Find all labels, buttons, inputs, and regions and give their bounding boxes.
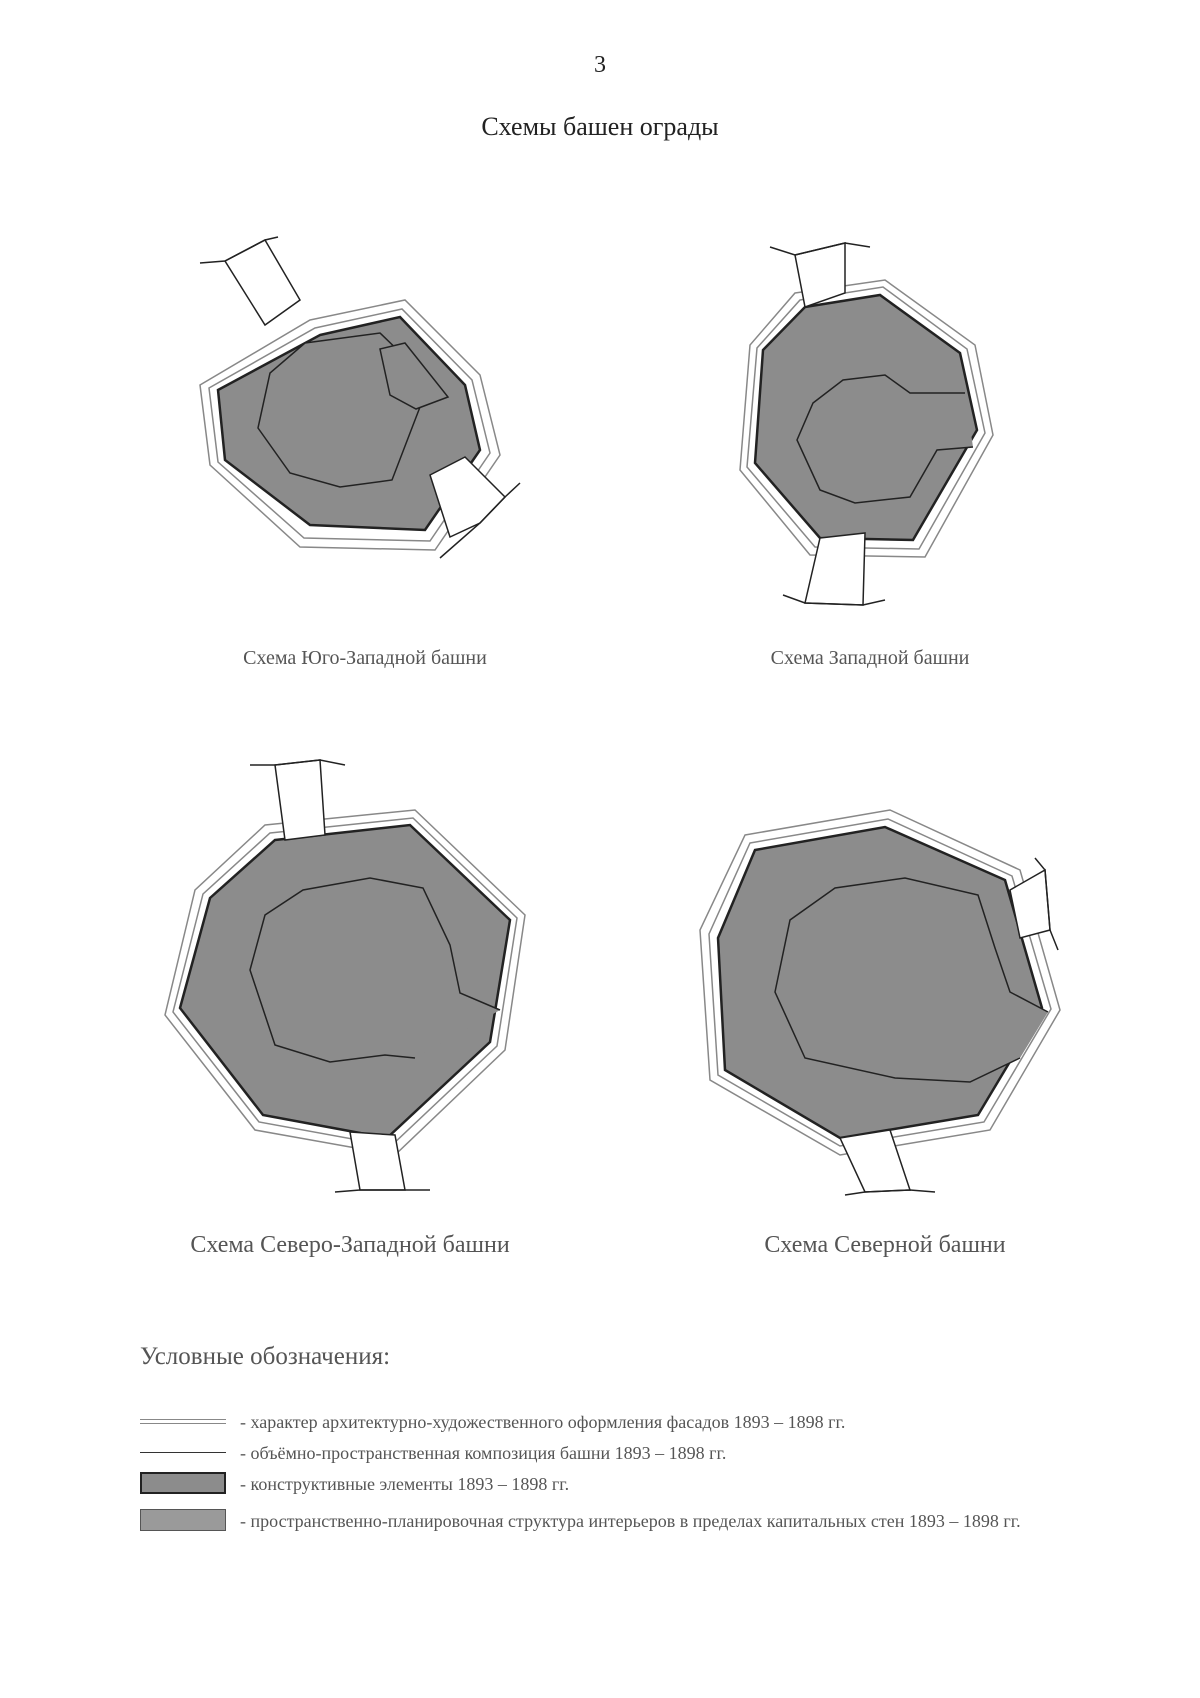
scheme-caption-southwest: Схема Юго-Западной башни — [243, 647, 487, 669]
double-line-icon — [140, 1410, 226, 1432]
legend-item-interior — [140, 1509, 1060, 1533]
legend-text-interior: - пространственно-планировочная структура интерьеров в пределах капитальных стен 1893 – 1898 гг. — [240, 1511, 1021, 1531]
legend-text-construction: - конструктивные элементы 1893 – 1898 гг. — [240, 1474, 570, 1494]
scheme-caption-north: Схема Северной башни — [764, 1232, 1006, 1258]
scheme-west-tower — [715, 235, 1025, 615]
legend-item-facade — [140, 1410, 1060, 1434]
legend-text-facade: - характер архитектурно-художественного оформления фасадов 1893 – 1898 гг. — [240, 1412, 846, 1432]
scheme-north-tower — [690, 780, 1090, 1200]
scheme-southwest-tower — [180, 225, 550, 585]
legend-text-volume: - объёмно-пространственная композиция башни 1893 – 1898 гг. — [240, 1443, 727, 1463]
legend-item-construction — [140, 1472, 1060, 1496]
scheme-caption-northwest: Схема Северо-Западной башни — [190, 1232, 510, 1258]
page-number: 3 — [594, 52, 606, 78]
gray-box-icon — [140, 1509, 226, 1531]
legend-item-volume — [140, 1441, 1060, 1465]
legend-title: Условные обозначения: — [140, 1343, 391, 1370]
scheme-northwest-tower — [155, 780, 555, 1200]
page-title: Схемы башен ограды — [481, 112, 719, 141]
gray-box-bold-icon — [140, 1472, 226, 1494]
scheme-caption-west: Схема Западной башни — [770, 647, 970, 669]
single-line-icon — [140, 1441, 226, 1463]
